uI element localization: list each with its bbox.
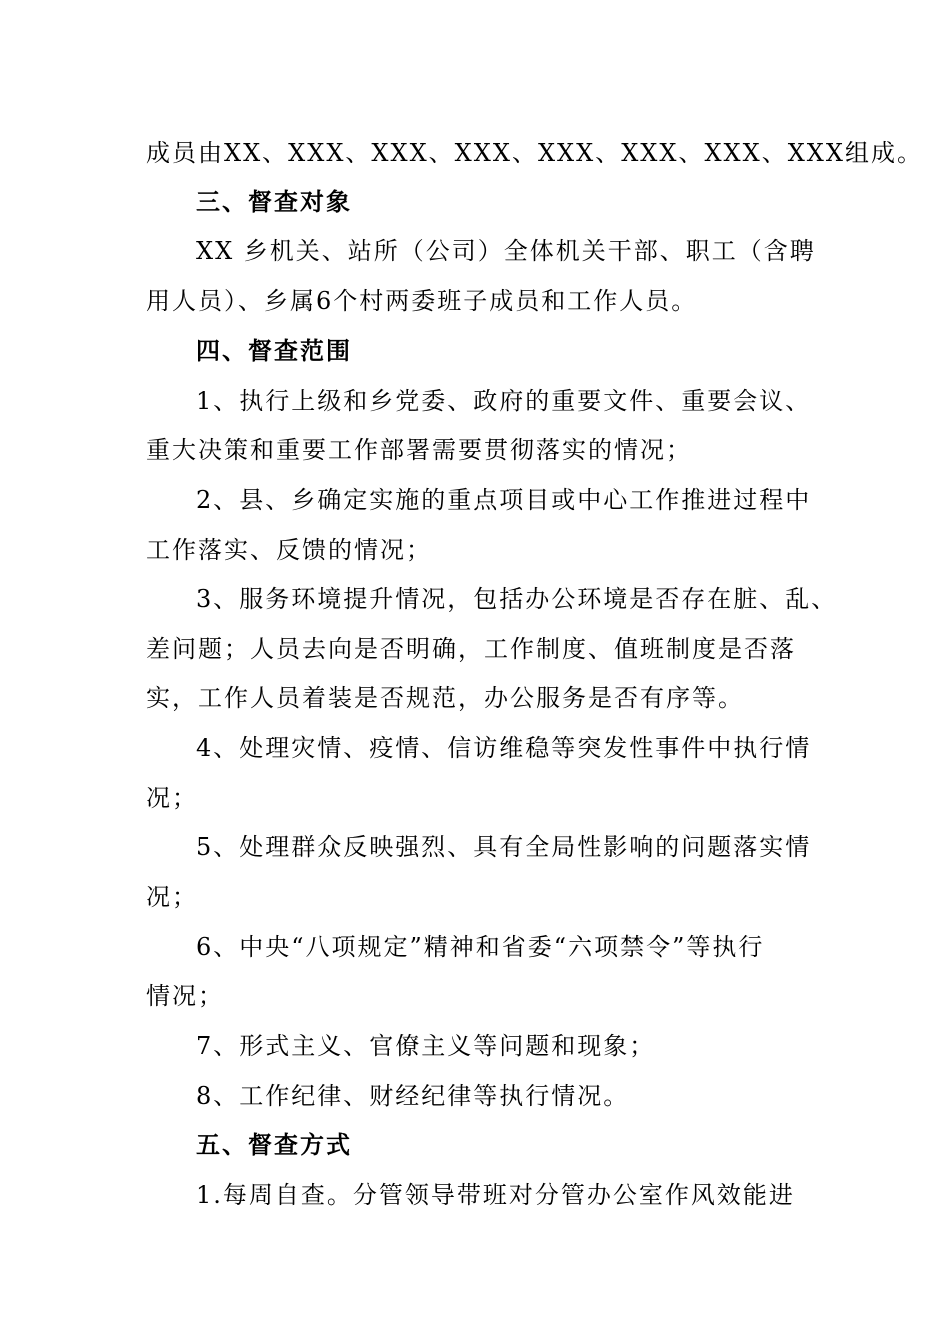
section-heading-supervision-target: 三、督查对象	[196, 188, 352, 216]
text-line-scope-4b: 况；	[146, 784, 198, 812]
text-line-scope-4a: 4、处理灾情、疫情、信访维稳等突发性事件中执行情	[196, 734, 812, 762]
text-line-target-2: 用人员）、乡属6个村两委班子成员和工作人员。	[146, 287, 698, 315]
text-line-scope-2b: 工作落实、反馈的情况；	[146, 536, 432, 564]
text-line-scope-1a: 1、执行上级和乡党委、政府的重要文件、重要会议、	[196, 387, 812, 415]
text-line-scope-6b: 情况；	[146, 982, 224, 1010]
text-line-scope-5b: 况；	[146, 883, 198, 911]
text-line-scope-7: 7、形式主义、官僚主义等问题和现象；	[196, 1032, 656, 1060]
text-line-scope-6a: 6、中央“八项规定”精神和省委“六项禁令”等执行	[196, 933, 765, 961]
text-line-method-1: 1.每周自查。分管领导带班对分管办公室作风效能进	[196, 1181, 795, 1209]
text-line-scope-1b: 重大决策和重要工作部署需要贯彻落实的情况；	[146, 436, 692, 464]
text-line-scope-3b: 差问题；人员去向是否明确，工作制度、值班制度是否落	[146, 635, 796, 663]
text-line-scope-5a: 5、处理群众反映强烈、具有全局性影响的问题落实情	[196, 833, 812, 861]
section-heading-supervision-scope: 四、督查范围	[196, 337, 352, 365]
section-heading-supervision-method: 五、督查方式	[196, 1131, 352, 1159]
text-line-members: 成员由XX、XXX、XXX、XXX、XXX、XXX、XXX、XXX组成。	[146, 139, 923, 167]
text-line-scope-3a: 3、服务环境提升情况，包括办公环境是否存在脏、乱、	[196, 585, 838, 613]
text-line-scope-8: 8、工作纪律、财经纪律等执行情况。	[196, 1082, 630, 1110]
text-line-scope-2a: 2、县、乡确定实施的重点项目或中心工作推进过程中	[196, 486, 812, 514]
text-line-target-1: XX 乡机关、站所（公司）全体机关干部、职工（含聘	[196, 237, 816, 265]
text-line-scope-3c: 实，工作人员着装是否规范，办公服务是否有序等。	[146, 684, 744, 712]
